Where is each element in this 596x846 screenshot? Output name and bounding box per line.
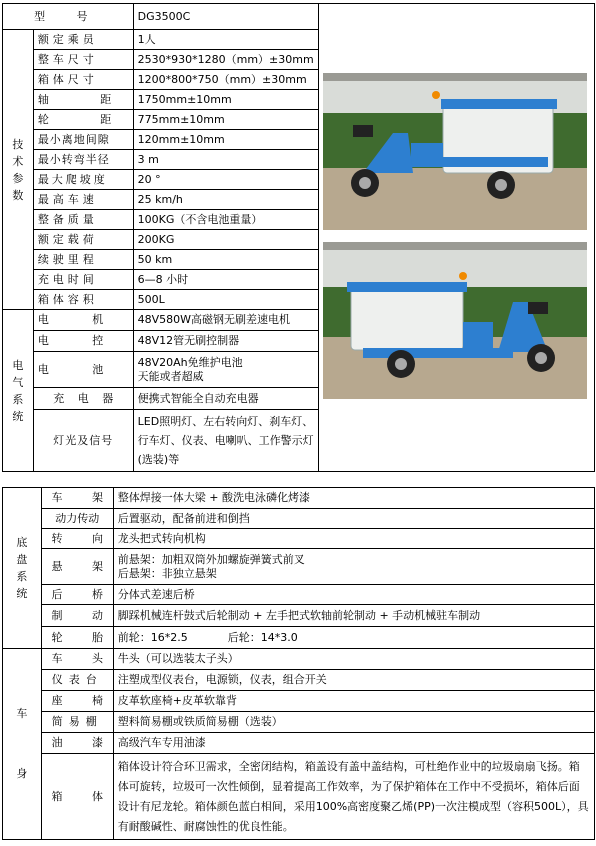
- spec-label: 最大爬坡度: [33, 170, 133, 190]
- spec-value: 龙头把式转向机构: [113, 529, 594, 549]
- spec-label: 轮 胎: [41, 627, 113, 649]
- spec-label: 续驶里程: [33, 250, 133, 270]
- spec-value: 48V20Ah免维护电池 天能或者超威: [133, 352, 318, 388]
- spec-value: 20 °: [133, 170, 318, 190]
- spec-value: 2530*930*1280（mm）±30mm: [133, 50, 318, 70]
- category-electric: 电气系统: [3, 310, 34, 472]
- spec-value: 前悬架：加粗双筒外加螺旋弹簧式前叉 后悬架：非独立悬架: [113, 549, 594, 585]
- spec-value: 6—8 小时: [133, 270, 318, 290]
- spec-label: 电 控: [33, 331, 133, 352]
- spec-value: 脚踩机械连杆鼓式后轮制动 + 左手把式软轴前轮制动 + 手动机械驻车制动: [113, 605, 594, 627]
- spec-label: 转 向: [41, 529, 113, 549]
- spec-value: 皮革软座椅+皮革软靠背: [113, 691, 594, 712]
- spec-value: 1人: [133, 30, 318, 50]
- category-chassis: 底盘系统: [3, 488, 42, 649]
- spec-label: 整备质量: [33, 210, 133, 230]
- spec-label: 动力传动: [41, 509, 113, 529]
- spec-label: 仪表台: [41, 670, 113, 691]
- spec-value: 整体焊接一体大梁 + 酸洗电泳磷化烤漆: [113, 488, 594, 509]
- spec-value: 后置驱动，配备前进和倒挡: [113, 509, 594, 529]
- spec-value: LED照明灯、左右转向灯、刹车灯、行车灯、仪表、电喇叭、工作警示灯(选装)等: [133, 410, 318, 472]
- spec-value: 48V580W高磁钢无刷差速电机: [133, 310, 318, 331]
- tricycle-photo-side-left: [323, 242, 587, 399]
- category-body: 车身: [3, 649, 42, 840]
- spec-value: 25 km/h: [133, 190, 318, 210]
- tire-rear: 后轮：14*3.0: [227, 630, 298, 644]
- spec-value: 3 m: [133, 150, 318, 170]
- spec-label: 电 机: [33, 310, 133, 331]
- spec-label: 轴 距: [33, 90, 133, 110]
- spec-label: 油 漆: [41, 733, 113, 754]
- spec-value: 分体式差速后桥: [113, 585, 594, 605]
- spec-label: 电 池: [33, 352, 133, 388]
- spec-value: 牛头（可以选装太子头）: [113, 649, 594, 670]
- spec-value: 塑料简易棚或铁质简易棚（选装）: [113, 712, 594, 733]
- spec-label: 制 动: [41, 605, 113, 627]
- spec-label: 车 头: [41, 649, 113, 670]
- spec-label: 简易棚: [41, 712, 113, 733]
- spec-label: 充 电 器: [33, 388, 133, 410]
- spec-value: 1200*800*750（mm）±30mm: [133, 70, 318, 90]
- spec-label: 箱 体: [41, 754, 113, 840]
- spec-label: 充电时间: [33, 270, 133, 290]
- spec-label: 最小转弯半径: [33, 150, 133, 170]
- spec-label: 箱体容积: [33, 290, 133, 310]
- spec-label: 轮 距: [33, 110, 133, 130]
- spec-label: 后 桥: [41, 585, 113, 605]
- spec-label: 额定载荷: [33, 230, 133, 250]
- spec-value: 775mm±10mm: [133, 110, 318, 130]
- spec-label: 最高车速: [33, 190, 133, 210]
- spec-value: 注塑成型仪表台，电源锁，仪表，组合开关: [113, 670, 594, 691]
- spec-value: 便携式智能全自动充电器: [133, 388, 318, 410]
- tricycle-photo-side-right: [323, 73, 587, 230]
- spec-value: 500L: [133, 290, 318, 310]
- spec-value: 高级汽车专用油漆: [113, 733, 594, 754]
- photo-area: [318, 4, 594, 472]
- spec-value: 48V12管无刷控制器: [133, 331, 318, 352]
- spec-table-bottom: [2, 487, 595, 840]
- spec-value: [113, 627, 594, 649]
- spec-value: 200KG: [133, 230, 318, 250]
- spec-label: 灯光及信号: [33, 410, 133, 472]
- spec-label: 车 架: [41, 488, 113, 509]
- spec-value: 箱体设计符合环卫需求，全密闭结构，箱盖设有盖中盖结构，可杜绝作业中的垃圾扇扇飞扬。箱体可旋转，垃圾可一次性倾倒，显着提高工作效率，为了保护箱体在工作中不受损坏，箱体后面设计有尼龙轮。箱体颜色蓝白相间，采用100%高密度聚乙烯(PP)一次注模成型（容积500L），具有耐酸碱性、耐腐蚀性的优良性能。: [113, 754, 594, 840]
- spec-label: 座 椅: [41, 691, 113, 712]
- spec-value: 100KG（不含电池重量）: [133, 210, 318, 230]
- model-value: DG3500C: [133, 4, 318, 30]
- spec-value: 120mm±10mm: [133, 130, 318, 150]
- category-tech: 技术参数: [3, 30, 34, 310]
- spec-label: 悬 架: [41, 549, 113, 585]
- spec-label: 最小离地间隙: [33, 130, 133, 150]
- spec-label: 整车尺寸: [33, 50, 133, 70]
- spec-label: 箱体尺寸: [33, 70, 133, 90]
- spec-table-top: [2, 3, 595, 472]
- tire-front: 前轮：16*2.5: [117, 630, 188, 644]
- spec-value: 1750mm±10mm: [133, 90, 318, 110]
- spec-value: 50 km: [133, 250, 318, 270]
- model-label: 型 号: [3, 4, 134, 30]
- spec-label: 额定乘员: [33, 30, 133, 50]
